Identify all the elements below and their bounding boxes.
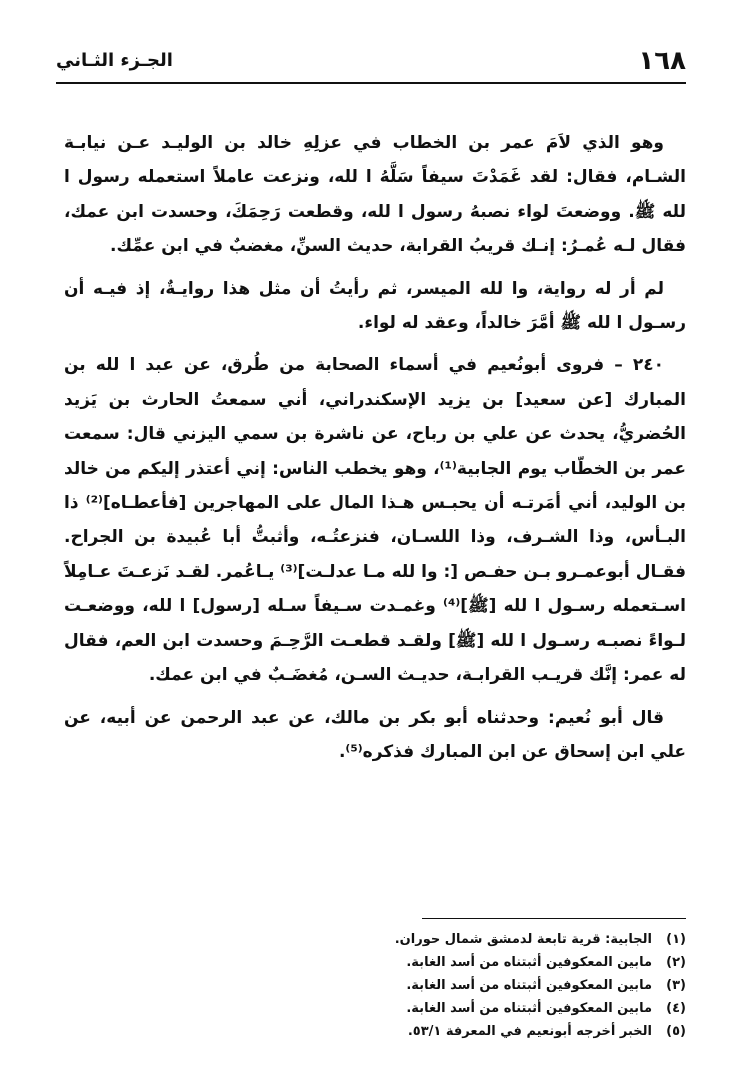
footnote-text: مابين المعكوفين أثبتناه من أسد الغابة. (406, 1001, 652, 1016)
footnote-2 (300, 951, 686, 974)
paragraph-3: ٢٤٠ – فروى أبونُعيم في أسماء الصحابة من طُرق، عن عبد ا لله بن المبارك [عن سعيد] بن يزيد الإسكندراني، أني سمعتُ الحارث بن يَزيد الحُضريُّ، يحدث عن علي بن رباح، عن ناشرة بن سمي اليزني قال: سمعت عمر بن الخطّاب يوم الجابية⁽¹⁾، وهو يخطب الناس: إني أعتذر إليكم من خالد بن الوليد، أني أمَرتـه أن يحبـس هـذا المال على المهاجرين [فأعطـاه]⁽²⁾ ذا البـأس، وذا الشـرف، وذا اللسـان، فنزعتُـه، وأثبتُّ أبا عُبيدة بن الجراح. فقـال أبوعمـرو بـن حفـص [: وا لله مـا عدلـت]⁽³⁾ يـاعُمر. لقـد نَزعـتَ عـامِلاً اسـتعمله رسـول ا لله [ﷺ]⁽⁴⁾ وغمـدت سـيفاً سـله [رسول] ا لله، ووضعـت لـواءً نصبـه رسـول ا لله [ﷺ] ولقـد قطعـت الرَّحِـمَ وحسدت ابن العم، فقال له عمر: إنَّك قريـب القرابـة، حديـث السـن، مُغضَـبٌ في ابن عمك. (64, 355, 687, 686)
footnote-number: (٤) (666, 1001, 686, 1016)
page-number: ١٦٨ (638, 46, 686, 76)
footnote-3 (300, 974, 686, 997)
main-text (64, 126, 686, 777)
footnotes (300, 928, 686, 1043)
page-header (56, 44, 686, 80)
footnote-1 (300, 928, 686, 951)
running-title: الجـزء الثـاني (56, 50, 173, 71)
footnote-number: (٣) (666, 978, 686, 993)
header-divider (56, 82, 686, 84)
footnote-text: مابين المعكوفين أثبتناه من أسد الغابة. (406, 978, 652, 993)
footnote-number: (١) (666, 932, 686, 947)
footnote-4 (300, 997, 686, 1020)
footnote-text: الجابية: قرية تابعة لدمشق شمال حوران. (394, 932, 652, 947)
paragraph-4: قال أبو نُعيم: وحدثناه أبو بكر بن مالك، عن عبد الرحمن عن أبيه، عن علي ابن إسحاق عن ابن المبارك فذكره⁽⁵⁾. (64, 707, 686, 762)
footnote-number: (٢) (666, 955, 686, 970)
footnote-divider (422, 918, 686, 919)
footnote-number: (٥) (666, 1024, 686, 1039)
paragraph-2: لم أر له رواية، وا لله الميسر، ثم رأيتُ أن مثل هذا روايـةٌ، إذ فيـه أن رسـول ا لله ﷺ أمَّرَ خالداً، وعقد له لواء. (64, 278, 686, 334)
footnote-text: مابين المعكوفين أثبتناه من أسد الغابة. (406, 955, 652, 970)
footnote-text: الخبر أخرجه أبونعيم في المعرفة ٥٣/١. (407, 1024, 652, 1039)
footnote-5 (300, 1020, 686, 1043)
paragraph-1: وهو الذي لاَمَ عمر بن الخطاب في عزلِهِ خالد بن الوليـد عـن نيابـة الشـام، فقال: لقد غَمَدْتَ سيفاً سَلَّهُ ا لله، ونزعت عاملاً استعمله رسول ا لله ﷺ. ووضعتَ لواء نصبهُ رسول ا لله، وقطعت رَحِمَكَ، وحسدت ابن عمك، فقال لـه عُمـرُ: إنـك قريبُ القرابة، حديث السنِّ، مغضبٌ في ابن عمِّك. (64, 133, 686, 257)
